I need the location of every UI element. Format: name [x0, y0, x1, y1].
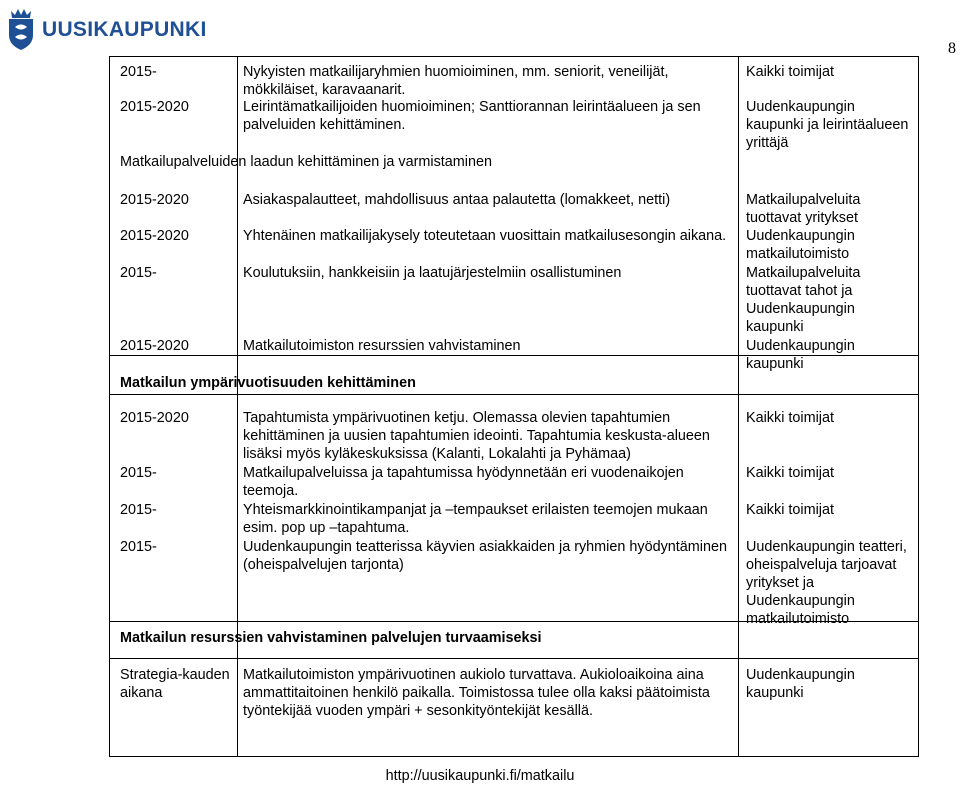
row-divider	[110, 394, 918, 395]
row-year: 2015-	[120, 265, 157, 281]
row-responsible: Uudenkaupungin kaupunki	[746, 667, 855, 701]
row-year: 2015-	[120, 502, 157, 518]
row-action: Koulutuksiin, hankkeisiin ja laatujärjestelmiin osallistuminen	[243, 265, 622, 281]
row-action: Uudenkaupungin teatterissa käyvien asiakkaiden ja ryhmien hyödyntäminen (oheispalvelujen tarjonta)	[243, 539, 727, 573]
section-heading: Matkailun resurssien vahvistaminen palvelujen turvaamiseksi	[120, 630, 542, 646]
row-action: Nykyisten matkailijaryhmien huomioiminen, mm. seniorit, veneilijät, mökkiläiset, karavaanarit.	[243, 64, 669, 98]
row-responsible: Uudenkaupungin kaupunki	[746, 338, 855, 372]
row-year: 2015-	[120, 465, 157, 481]
row-year: 2015-	[120, 64, 157, 80]
row-action: Yhtenäinen matkailijakysely toteutetaan vuosittain matkailusesongin aikana.	[243, 228, 727, 244]
row-divider	[110, 658, 918, 659]
row-year: 2015-2020	[120, 99, 189, 115]
row-responsible: Uudenkaupungin teatteri, oheispalveluja tarjoavat yritykset ja Uudenkaupungin matkailutoimisto	[746, 539, 907, 627]
row-action: Yhteismarkkinointikampanjat ja –tempaukset erilaisten teemojen mukaan esim. pop up –tapahtuma.	[243, 502, 708, 536]
row-responsible: Uudenkaupungin matkailutoimisto	[746, 228, 855, 262]
row-year: 2015-2020	[120, 192, 189, 208]
row-year: 2015-2020	[120, 338, 189, 354]
page-number: 8	[948, 40, 956, 57]
logo-text: UUSIKAUPUNKI	[42, 18, 207, 41]
row-responsible: Kaikki toimijat	[746, 410, 834, 426]
row-action: Leirintämatkailijoiden huomioiminen; Santtiorannan leirintäalueen ja sen palveluiden kehittäminen.	[243, 99, 701, 133]
row-responsible: Kaikki toimijat	[746, 502, 834, 518]
row-year: 2015-2020	[120, 410, 189, 426]
action-table	[109, 56, 919, 757]
row-action: Matkailutoimiston ympärivuotinen aukiolo turvattava. Aukioloaikoina aina ammattitaitoinen henkilö paikalla. Toimistossa tulee olla kaksi päätoimista työntekijää vuoden ympäri + sesonkityöntekijät kesällä.	[243, 667, 710, 719]
coat-of-arms-icon	[6, 5, 36, 51]
row-action: Asiakaspalautteet, mahdollisuus antaa palautetta (lomakkeet, netti)	[243, 192, 671, 208]
row-year: 2015-2020	[120, 228, 189, 244]
row-year: Strategia-kauden aikana	[120, 667, 230, 701]
row-responsible: Uudenkaupungin kaupunki ja leirintäalueen yrittäjä	[746, 99, 909, 151]
city-logo	[0, 0, 230, 58]
row-responsible: Kaikki toimijat	[746, 465, 834, 481]
row-action: Tapahtumista ympärivuotinen ketju. Olemassa olevien tapahtumien kehittäminen ja uusien tapahtumien ideointi. Tapahtumia keskusta-alueen lisäksi myös kyläkeskuksissa (Kalanti, Lokalahti ja Pyhämaa)	[243, 410, 710, 462]
row-year: 2015-	[120, 539, 157, 555]
column-divider	[738, 57, 739, 757]
row-responsible: Matkailupalveluita tuottavat yritykset	[746, 192, 861, 226]
footer-url[interactable]: http://uusikaupunki.fi/matkailu	[385, 768, 575, 784]
row-responsible: Matkailupalveluita tuottavat tahot ja Uudenkaupungin kaupunki	[746, 265, 861, 335]
row-responsible: Kaikki toimijat	[746, 64, 834, 80]
row-action: Matkailupalveluissa ja tapahtumissa hyödynnetään eri vuodenaikojen teemoja.	[243, 465, 684, 499]
section-heading: Matkailupalveluiden laadun kehittäminen ja varmistaminen	[120, 154, 492, 170]
section-heading: Matkailun ympärivuotisuuden kehittäminen	[120, 375, 416, 391]
row-action: Matkailutoimiston resurssien vahvistaminen	[243, 338, 521, 354]
